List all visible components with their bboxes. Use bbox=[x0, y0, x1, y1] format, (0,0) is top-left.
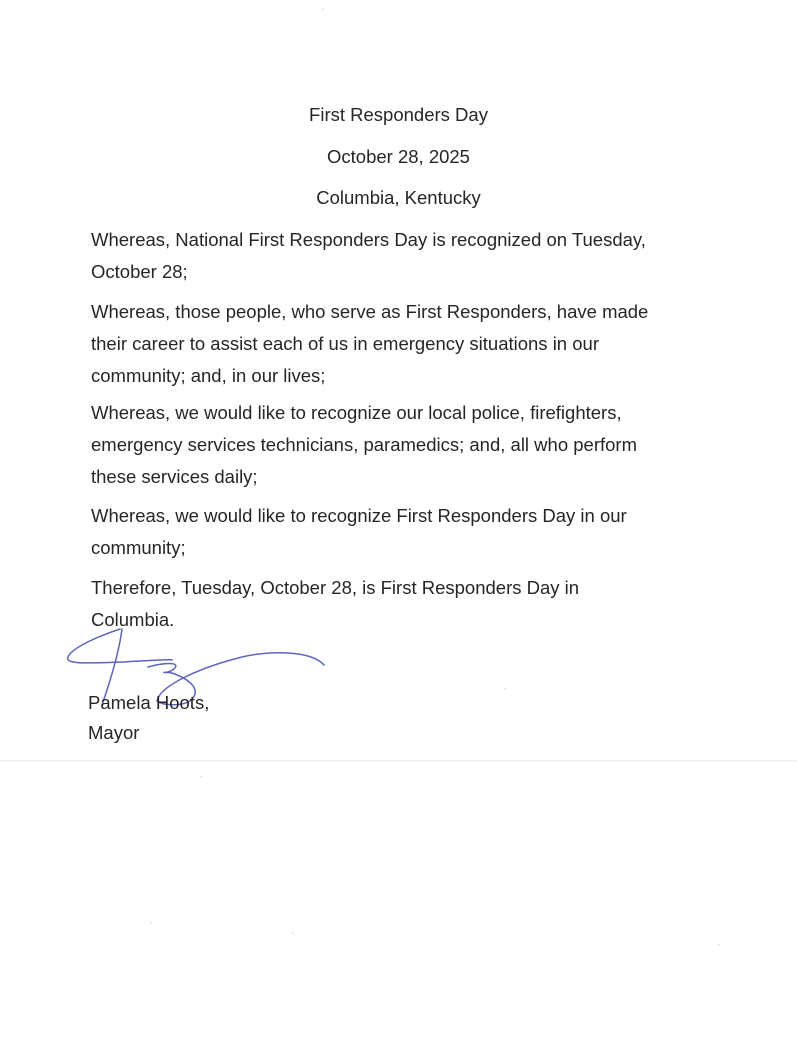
scan-speck bbox=[292, 932, 294, 934]
document-location: Columbia, Kentucky bbox=[316, 187, 481, 208]
paragraph-line: Whereas, we would like to recognize First Responders Day in our bbox=[91, 505, 627, 526]
paragraph-line: Whereas, National First Responders Day is recognized on Tuesday, bbox=[91, 229, 646, 250]
paragraph-line: Whereas, those people, who serve as First Responders, have made bbox=[91, 301, 649, 322]
paragraph-line: Columbia. bbox=[91, 609, 175, 630]
paragraph-line: their career to assist each of us in emergency situations in our bbox=[91, 333, 599, 354]
whereas-paragraph-1 bbox=[91, 224, 721, 288]
paragraph-line: community; and, in our lives; bbox=[91, 365, 326, 386]
scan-speck bbox=[718, 944, 720, 946]
paragraph-line: October 28; bbox=[91, 261, 188, 282]
whereas-paragraph-3 bbox=[91, 397, 721, 493]
paragraph-line: these services daily; bbox=[91, 466, 258, 487]
document-date: October 28, 2025 bbox=[327, 146, 470, 167]
scan-speck bbox=[322, 8, 324, 10]
whereas-paragraph-4 bbox=[91, 500, 721, 564]
scan-speck bbox=[504, 688, 506, 690]
document-title: First Responders Day bbox=[309, 104, 488, 125]
paragraph-line: community; bbox=[91, 537, 186, 558]
scan-speck bbox=[150, 922, 152, 924]
scan-speck bbox=[200, 776, 202, 778]
signatory-name: Pamela Hoots, bbox=[88, 692, 210, 713]
paragraph-line: emergency services technicians, paramedics; and, all who perform bbox=[91, 434, 637, 455]
paragraph-line: Whereas, we would like to recognize our local police, firefighters, bbox=[91, 402, 622, 423]
scan-seam-divider bbox=[0, 760, 797, 762]
paragraph-line: Therefore, Tuesday, October 28, is First Responders Day in bbox=[91, 577, 580, 598]
whereas-paragraph-2 bbox=[91, 296, 721, 392]
signatory-title: Mayor bbox=[88, 722, 140, 743]
signature-stroke bbox=[68, 629, 172, 663]
